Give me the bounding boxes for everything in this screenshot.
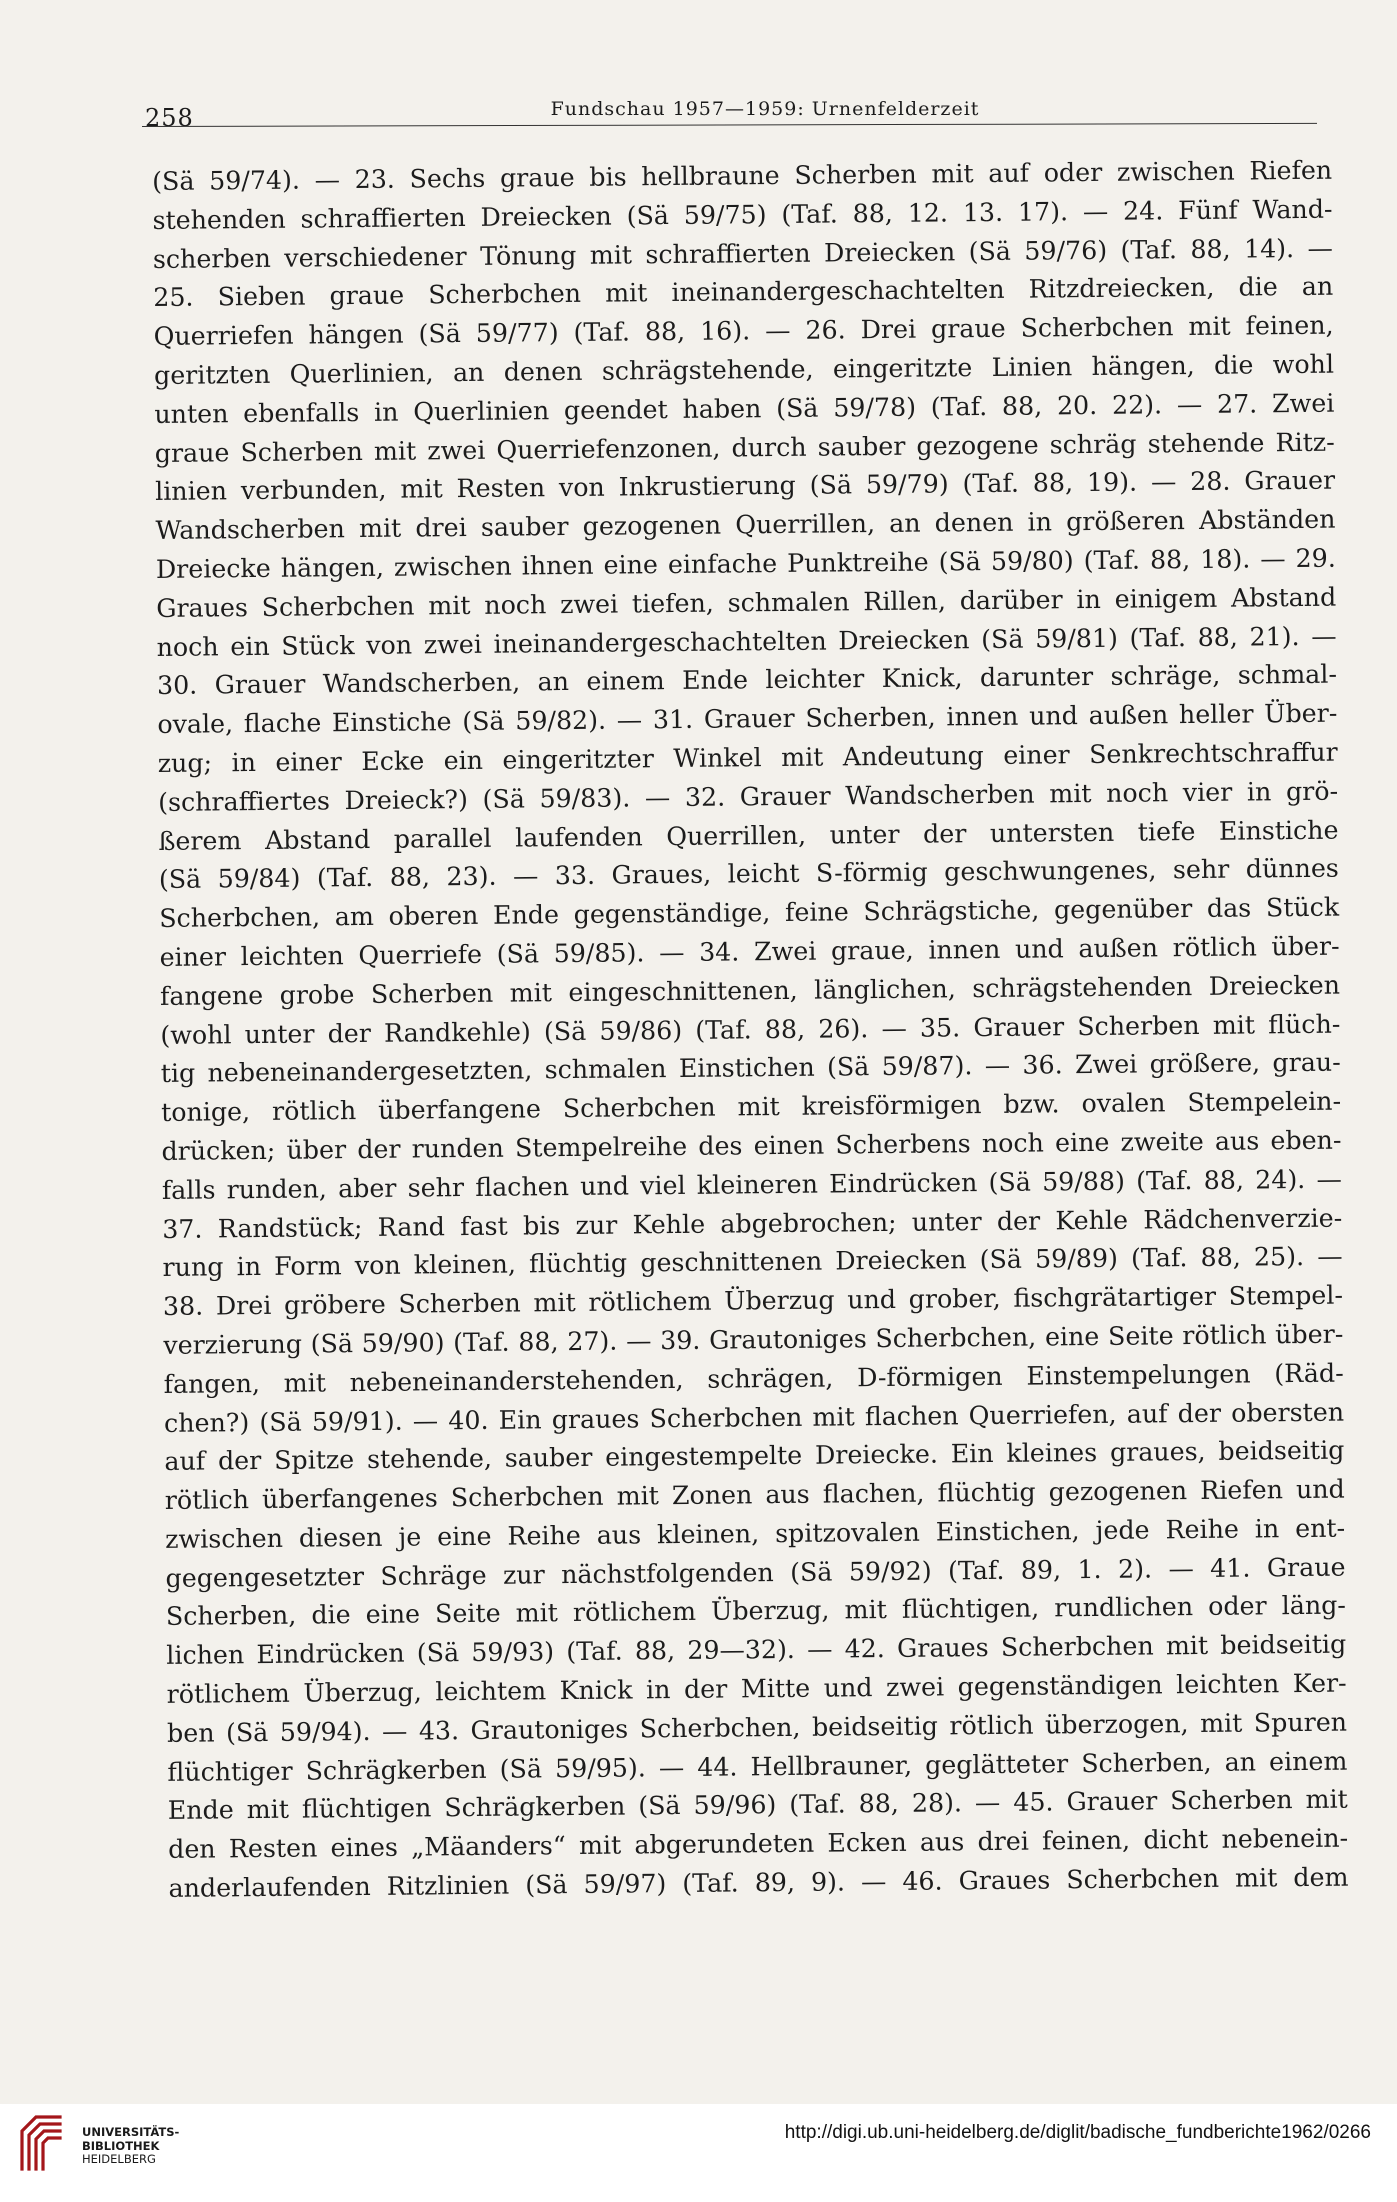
text-line: (schraffiertes Dreieck?) (Sä 59/83). — 32. Grauer Wandscherben mit noch vier in grö-: [157, 776, 1339, 817]
text-line: flüchtiger Schrägkerben (Sä 59/95). — 44. Hellbrauner, geglätteter Scherben, an einem: [167, 1746, 1348, 1787]
text-line: ßerem Abstand parallel laufenden Querrillen, unter der untersten tiefe Einstiche: [158, 815, 1339, 856]
text-line: anderlaufenden Ritzlinien (Sä 59/97) (Taf. 89, 9). — 46. Graues Scherbchen mit dem: [168, 1862, 1349, 1903]
text-line: chen?) (Sä 59/91). — 40. Ein graues Scherbchen mit flachen Querriefen, auf der obersten: [163, 1397, 1345, 1438]
text-line: gegengesetzter Schräge zur nächstfolgenden (Sä 59/92) (Taf. 89, 1. 2). — 41. Graue: [165, 1552, 1346, 1593]
footer-bar: [0, 2104, 1397, 2202]
text-line: scherben verschiedener Tönung mit schraffierten Dreiecken (Sä 59/76) (Taf. 88, 14). —: [152, 233, 1334, 274]
text-line: 25. Sieben graue Scherbchen mit ineinandergeschachtelten Ritzdreiecken, die an: [153, 272, 1334, 313]
text-line: zwischen diesen je eine Reihe aus kleinen, spitzovalen Einstichen, jede Reihe in ent-: [165, 1513, 1346, 1554]
text-line: linien verbunden, mit Resten von Inkrustierung (Sä 59/79) (Taf. 88, 19). — 28. Grauer: [155, 466, 1336, 507]
text-line: 30. Grauer Wandscherben, an einem Ende leichter Knick, darunter schräge, schmal-: [156, 660, 1338, 701]
text-line: drücken; über der runden Stempelreihe des einen Scherbens noch eine zweite aus eben-: [161, 1125, 1342, 1166]
text-line: Querriefen hängen (Sä 59/77) (Taf. 88, 16). — 26. Drei graue Scherbchen mit feinen,: [153, 310, 1334, 352]
text-line: 38. Drei gröbere Scherben mit rötlichem Überzug und grober, fischgrätartiger Stempel-: [162, 1280, 1344, 1322]
text-line: stehenden schraffierten Dreiecken (Sä 59/75) (Taf. 88, 12. 13. 17). — 24. Fünf Wand-: [152, 194, 1333, 235]
body-text: [152, 152, 1349, 1909]
library-name[interactable]: [82, 2126, 179, 2167]
text-line: Wandscherben mit drei sauber gezogenen Querrillen, an denen in größeren Abständen: [155, 504, 1336, 546]
source-url-link[interactable]: http://digi.ub.uni-heidelberg.de/diglit/badische_fundberichte1962/0266: [784, 2122, 1371, 2143]
text-line: tonige, rötlich überfangene Scherbchen mit kreisförmigen bzw. ovalen Stempelein-: [160, 1086, 1342, 1128]
text-line: ben (Sä 59/94). — 43. Grautoniges Scherbchen, beidseitig rötlich überzogen, mit Spuren: [166, 1707, 1348, 1748]
text-line: rötlich überfangenes Scherbchen mit Zonen aus flachen, flüchtig gezogenen Riefen und: [164, 1474, 1345, 1516]
text-line: den Resten eines „Mäanders“ mit abgerundeten Ecken aus drei feinen, dicht nebenein-: [168, 1823, 1349, 1865]
text-line: fangene grobe Scherben mit eingeschnittenen, länglichen, schrägstehenden Dreiecken: [159, 970, 1341, 1011]
text-line: unten ebenfalls in Querlinien geendet haben (Sä 59/78) (Taf. 88, 20. 22). — 27. Zwei: [154, 388, 1335, 429]
text-line: ovale, flache Einstiche (Sä 59/82). — 31. Grauer Scherben, innen und außen heller Über-: [157, 698, 1338, 740]
text-line: Dreiecke hängen, zwischen ihnen eine einfache Punktreihe (Sä 59/80) (Taf. 88, 18). — 29.: [155, 543, 1336, 584]
text-line: auf der Spitze stehende, sauber eingestempelte Dreiecke. Ein kleines graues, beidseitig: [164, 1435, 1345, 1477]
text-line: zug; in einer Ecke ein eingeritzter Winkel mit Andeutung einer Senkrechtschraffur: [157, 737, 1338, 778]
text-line: Scherben, die eine Seite mit rötlichem Überzug, mit flüchtigen, rundlichen oder läng-: [165, 1591, 1347, 1632]
text-line: (Sä 59/74). — 23. Sechs graue bis hellbraune Scherben mit auf oder zwischen Riefen: [152, 155, 1333, 196]
text-line: (Sä 59/84) (Taf. 88, 23). — 33. Graues, leicht S-förmig geschwungenes, sehr dünnes: [158, 853, 1339, 895]
library-logo-icon[interactable]: [16, 2111, 68, 2175]
library-name-line3: HEIDELBERG: [82, 2152, 156, 2166]
text-line: lichen Eindrücken (Sä 59/93) (Taf. 88, 29—32). — 42. Graues Scherbchen mit beidseitig: [166, 1629, 1347, 1671]
text-line: einer leichten Querriefe (Sä 59/85). — 34. Zwei graue, innen und außen rötlich über-: [159, 931, 1340, 972]
library-name-line2: BIBLIOTHEK: [82, 2138, 160, 2153]
text-line: falls runden, aber sehr flachen und viel kleineren Eindrücken (Sä 59/88) (Taf. 88, 24). —: [161, 1164, 1342, 1205]
header-rule: [142, 123, 1317, 127]
text-line: Graues Scherbchen mit noch zwei tiefen, schmalen Rillen, darüber in einigem Abstand: [156, 582, 1337, 623]
text-line: tig nebeneinandergesetzten, schmalen Einstichen (Sä 59/87). — 36. Zwei größere, grau-: [160, 1047, 1341, 1089]
text-line: graue Scherben mit zwei Querriefenzonen, durch sauber gezogene schräg stehende Ritz-: [154, 427, 1335, 468]
library-name-line1: UNIVERSITÄTS-: [82, 2125, 180, 2139]
text-line: verzierung (Sä 59/90) (Taf. 88, 27). — 39. Grautoniges Scherbchen, eine Seite rötlich über-: [163, 1319, 1344, 1360]
text-line: (wohl unter der Randkehle) (Sä 59/86) (Taf. 88, 26). — 35. Grauer Scherben mit flüch-: [160, 1009, 1341, 1050]
running-title: Fundschau 1957—1959: Urnenfelderzeit: [550, 98, 980, 120]
text-line: geritzten Querlinien, an denen schrägstehende, eingeritzte Linien hängen, die wohl: [153, 349, 1335, 390]
text-line: noch ein Stück von zwei ineinandergeschachtelten Dreiecken (Sä 59/81) (Taf. 88, 21). —: [156, 621, 1337, 662]
text-line: 37. Randstück; Rand fast bis zur Kehle abgebrochen; unter der Kehle Rädchenverzie-: [162, 1203, 1343, 1244]
text-line: rötlichem Überzug, leichtem Knick in der Mitte und zwei gegenständigen leichten Ker-: [166, 1668, 1347, 1710]
text-line: rung in Form von kleinen, flüchtig geschnittenen Dreiecken (Sä 59/89) (Taf. 88, 25). —: [162, 1241, 1343, 1283]
text-line: Scherbchen, am oberen Ende gegenständige, feine Schrägstiche, gegenüber das Stück: [159, 892, 1340, 934]
text-line: Ende mit flüchtigen Schrägkerben (Sä 59/96) (Taf. 88, 28). — 45. Grauer Scherben mit: [167, 1785, 1348, 1826]
page-number: 258: [145, 104, 194, 132]
text-line: fangen, mit nebeneinanderstehenden, schrägen, D-förmigen Einstempelungen (Räd-: [163, 1358, 1344, 1399]
